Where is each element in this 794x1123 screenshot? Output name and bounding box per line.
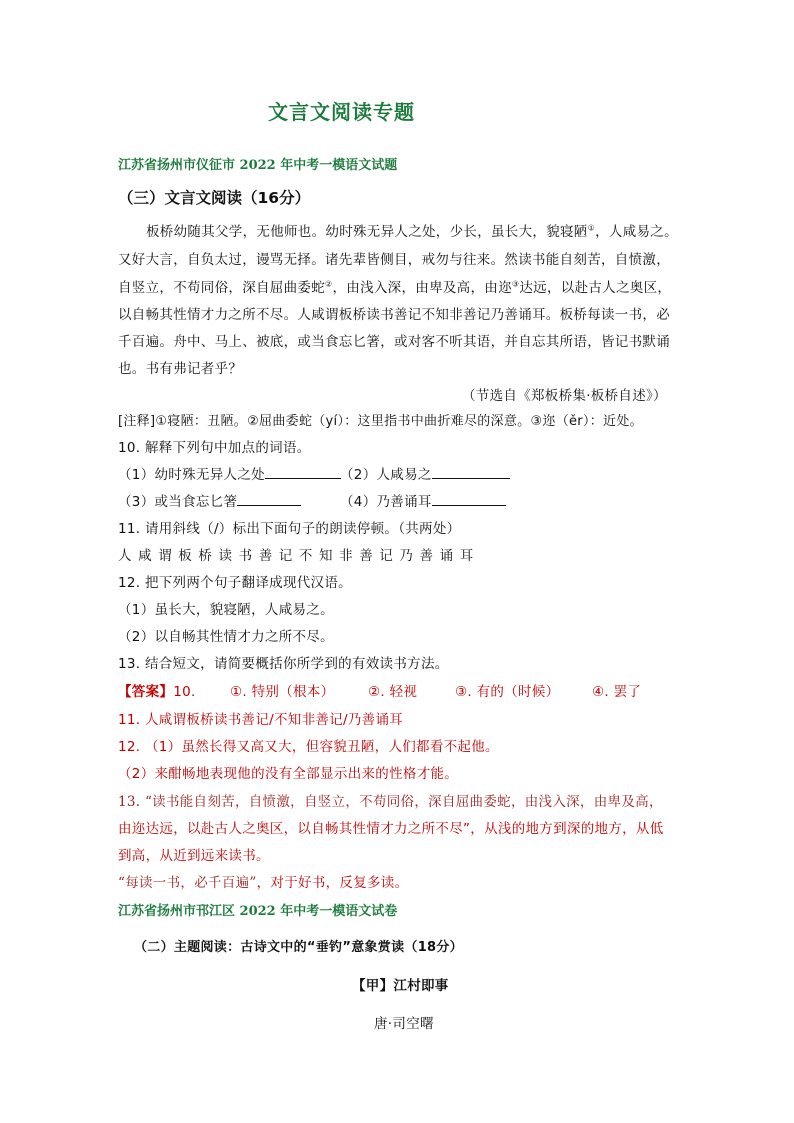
passage-line-2: 又好大言，自负太过，谩骂无择。诸先辈皆侧目，戒勿与往来。然读书能自刻苦，自愤激， bbox=[118, 252, 670, 268]
answer-10-3: ③. 有的（时候） bbox=[455, 684, 560, 700]
question-12: 12. 把下列两个句子翻译成现代汉语。 bbox=[118, 575, 352, 591]
exam-source-2: 江苏省扬州市邗江区 2022 年中考一模语文试卷 bbox=[118, 904, 398, 919]
section-heading-classical-reading: （三）文言文阅读（16分） bbox=[118, 189, 311, 207]
answer-10: 【答案】10. bbox=[118, 684, 196, 700]
passage-line-6: 也。书有弗记者乎？ bbox=[118, 361, 243, 377]
passage-line-4: 以自畅其性情才力之所不尽。人咸谓板桥读书善记不知非善记乃善诵耳。板桥每读一书，必 bbox=[118, 307, 670, 323]
answer-11: 11. 人咸谓板桥读书善记/不知非善记/乃善诵耳 bbox=[118, 712, 404, 728]
answer-label: 【答案】 bbox=[118, 684, 174, 700]
passage-line-1: 板桥幼随其父学，无他师也。幼时殊无异人之处，少长，虽长大，貌寝陋①，人咸易之。 bbox=[146, 223, 678, 240]
answer-blank[interactable] bbox=[432, 466, 510, 479]
section-heading-theme-reading: （二）主题阅读：古诗文中的“垂钓”意象赏读（18分） bbox=[134, 940, 463, 955]
question-12-item-1: （1）虽长大，貌寝陋，人咸易之。 bbox=[118, 602, 334, 618]
question-10-item-4: （4）乃善诵耳 bbox=[340, 490, 506, 510]
answer-blank[interactable] bbox=[265, 466, 341, 479]
answer-13-line-2: 由迩达远，以赴古人之奥区，以自畅其性情才力之所不尽”，从浅的地方到深的地方，从低 bbox=[118, 821, 664, 837]
answer-10-1: ①. 特别（根本） bbox=[230, 684, 335, 700]
answer-blank[interactable] bbox=[237, 493, 301, 506]
annotation-notes: [注释]①寝陋：丑陋。②屈曲委蛇（yí）：这里指书中曲折难尽的深意。③迩（ěr）：近处。 bbox=[118, 414, 643, 429]
question-13: 13. 结合短文，请简要概括你所学到的有效读书方法。 bbox=[118, 656, 449, 672]
passage-line-5: 千百遍。舟中、马上、被底，或当食忘匕箸，或对客不听其语，并自忘其所语，皆记书默诵 bbox=[118, 334, 670, 350]
question-11-sentence: 人咸谓板桥读书善记不知非善记乃善诵耳 bbox=[118, 548, 480, 564]
poem-author: 唐·司空曙 bbox=[374, 1016, 434, 1032]
poem-title: 【甲】江村即事 bbox=[352, 978, 449, 994]
question-10-item-2: （2）人咸易之 bbox=[340, 463, 510, 483]
question-10-item-3: （3）或当食忘匕箸 bbox=[118, 490, 301, 510]
exam-source-1: 江苏省扬州市仪征市 2022 年中考一模语文试题 bbox=[118, 158, 398, 173]
answer-13-line-3: 到高，从近到远来读书。 bbox=[118, 848, 270, 864]
answer-13-line-1: 13. “读书能自刻苦，自愤激，自竖立，不苟同俗，深自屈曲委蛇，由浅入深，由卑及高， bbox=[118, 794, 663, 810]
answer-10-4: ④. 罢了 bbox=[592, 684, 642, 700]
question-10-item-1: （1）幼时殊无异人之处 bbox=[118, 463, 341, 483]
answer-12-1: 12. （1）虽然长得又高又大，但容貌丑陋，人们都看不起他。 bbox=[118, 739, 499, 755]
answer-10-2: ②. 轻视 bbox=[368, 684, 418, 700]
question-12-item-2: （2）以自畅其性情才力之所不尽。 bbox=[118, 629, 334, 645]
question-10: 10. 解释下列句中加点的词语。 bbox=[118, 440, 311, 456]
citation: （节选自《郑板桥集·板桥自述》） bbox=[462, 388, 667, 404]
question-11: 11. 请用斜线（/）标出下面句子的朗读停顿。（共两处） bbox=[118, 521, 461, 537]
answer-13-line-4: “每读一书，必千百遍”，对于好书，反复多读。 bbox=[118, 875, 409, 891]
answer-12-2: （2）来酣畅地表现他的没有全部显示出来的性格才能。 bbox=[118, 766, 459, 782]
page-title: 文言文阅读专题 bbox=[268, 100, 415, 124]
passage-line-3: 自竖立，不苟同俗，深自屈曲委蛇②，由浅入深，由卑及高，由迩③达远，以赴古人之奥区， bbox=[118, 279, 672, 296]
answer-blank[interactable] bbox=[432, 493, 506, 506]
